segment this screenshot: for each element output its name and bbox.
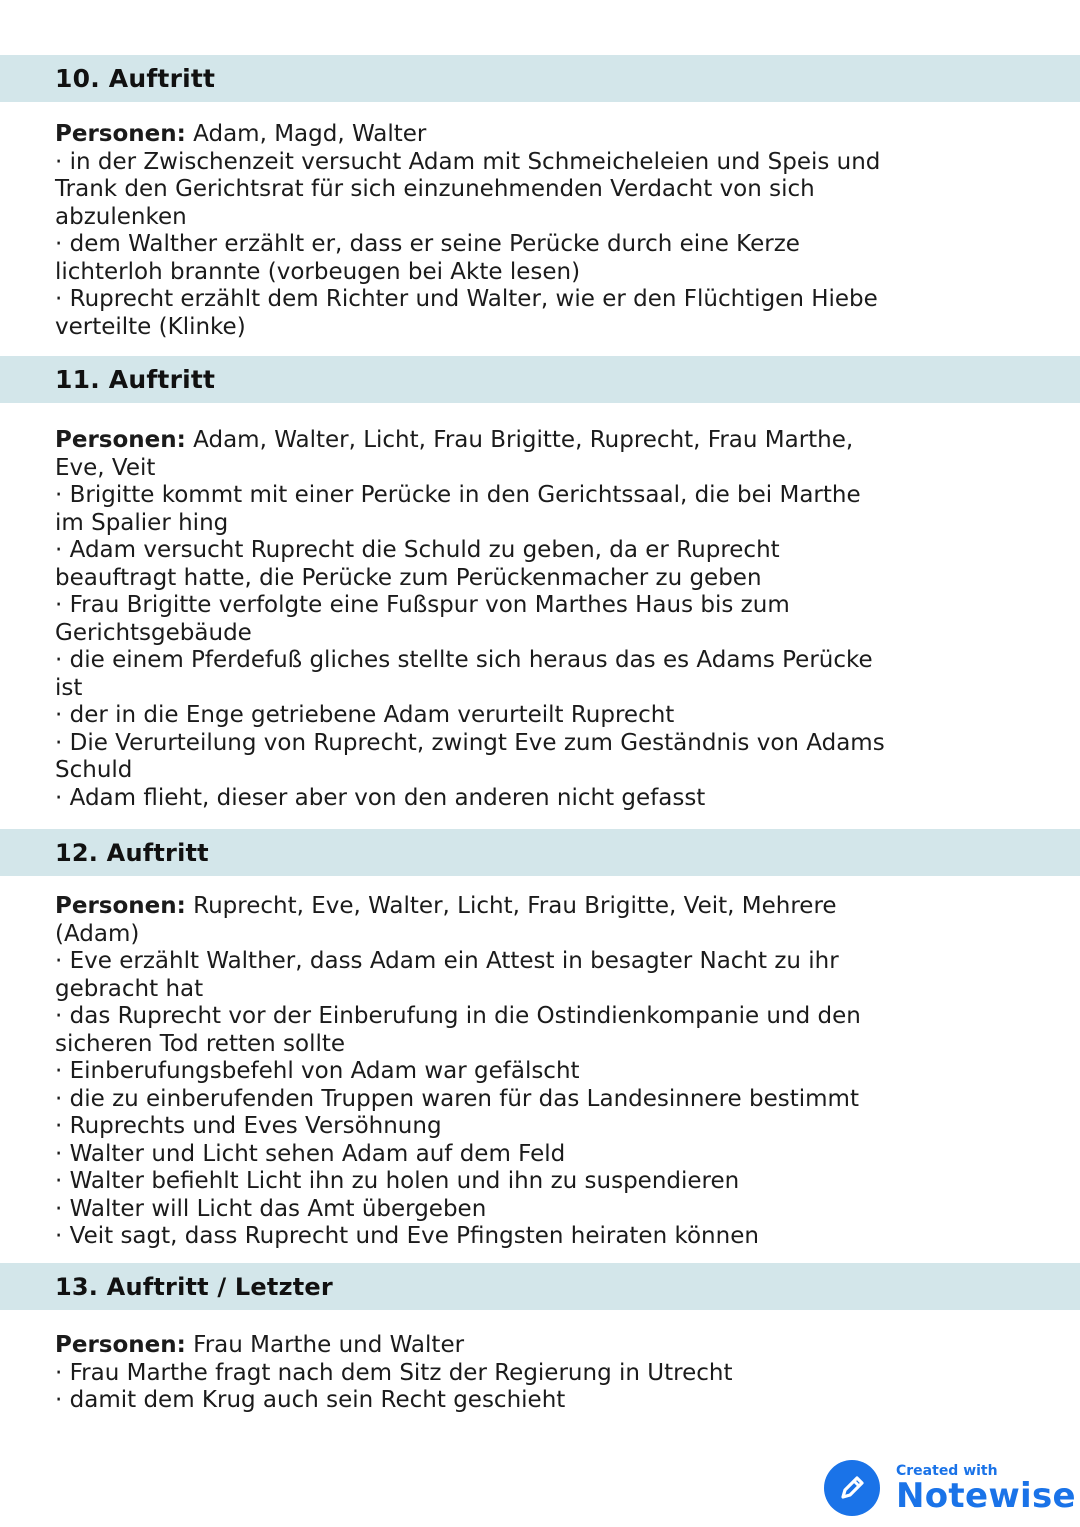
text-line: ist [55,674,83,701]
text-line: · das Ruprecht vor der Einberufung in die Ostindienkompanie und den [55,1003,861,1029]
text-line: · die zu einberufenden Truppen waren für das Landesinnere bestimmt [55,1085,859,1112]
persons-label: Personen: [55,121,186,147]
text-line: verteilte (Klinke) [55,313,246,340]
section-11 [0,356,1080,403]
persons-label: Personen: [55,1332,186,1358]
persons-list: Adam, Magd, Walter [185,121,427,147]
text-line: · der in die Enge getriebene Adam verurteilt Ruprecht [55,702,675,728]
section-10 [0,55,1080,102]
section-body [55,893,1015,1251]
text-line: Trank den Gerichtsrat für sich einzunehmenden Verdacht von sich [55,176,815,202]
text-line: · Brigitte kommt mit einer Perücke in den Gerichtssaal, die bei Marthe [55,482,861,508]
text-line: · Einberufungsbefehl von Adam war gefälscht [55,1058,580,1084]
section-body [55,121,1015,341]
section-13 [0,1263,1080,1310]
section-body [55,427,1015,812]
notewise-logo [824,1458,1076,1518]
text-line: abzulenken [55,203,187,230]
section-header [0,1263,1080,1310]
text-line: · Walter und Licht sehen Adam auf dem Feld [55,1140,566,1167]
logo-wordmark: Notewise [896,1476,1076,1516]
text-line: Schuld [55,757,133,783]
text-line: (Adam) [55,920,140,947]
text-line: · damit dem Krug auch sein Recht geschieht [55,1387,566,1413]
section-header [0,356,1080,403]
section-header [0,55,1080,102]
text-line: · die einem Pferdefuß gliches stellte sich heraus das es Adams Perücke [55,647,873,673]
text-line: · in der Zwischenzeit versucht Adam mit Schmeicheleien und Speis und [55,148,881,175]
text-line: · Walter befiehlt Licht ihn zu holen und ihn zu suspendieren [55,1168,740,1194]
section-header [0,829,1080,876]
text-line: · Die Verurteilung von Ruprecht, zwingt Eve zum Geständnis von Adams [55,729,885,756]
pencil-icon [824,1460,880,1516]
text-line: beauftragt hatte, die Perücke zum Perückenmacher zu geben [55,564,762,591]
text-line: · Adam flieht, dieser aber von den anderen nicht gefasst [55,784,706,811]
text-line: · Veit sagt, dass Ruprecht und Eve Pfingsten heiraten können [55,1223,759,1249]
text-line: Gerichtsgebäude [55,619,252,646]
section-title: 12. Auftritt [55,838,209,867]
text-line: sicheren Tod retten sollte [55,1030,346,1057]
persons-list: Ruprecht, Eve, Walter, Licht, Frau Brigitte, Veit, Mehrere [185,893,837,919]
text-line: · Ruprecht erzählt dem Richter und Walter, wie er den Flüchtigen Hiebe [55,286,878,312]
persons-label: Personen: [55,427,186,453]
logo-caption: Created with [896,1463,998,1479]
section-title: 10. Auftritt [55,64,216,93]
text-line: · dem Walther erzählt er, dass er seine Perücke durch eine Kerze [55,231,800,257]
text-line: · Walter will Licht das Amt übergeben [55,1195,487,1222]
section-12 [0,829,1080,876]
text-line: gebracht hat [55,975,204,1002]
text-line: · Adam versucht Ruprecht die Schuld zu geben, da er Ruprecht [55,537,780,563]
persons-list: Adam, Walter, Licht, Frau Brigitte, Ruprecht, Frau Marthe, [185,427,854,453]
section-title: 11. Auftritt [55,365,216,394]
text-line: · Frau Brigitte verfolgte eine Fußspur von Marthes Haus bis zum [55,592,790,618]
section-body [55,1332,1015,1415]
persons-label: Personen: [55,893,186,919]
text-line: im Spalier hing [55,509,229,536]
text-line: · Eve erzählt Walther, dass Adam ein Attest in besagter Nacht zu ihr [55,948,839,974]
persons-list: Frau Marthe und Walter [185,1332,465,1358]
text-line: · Ruprechts und Eves Versöhnung [55,1113,442,1139]
text-line: Eve, Veit [55,454,156,481]
section-title: 13. Auftritt / Letzter [55,1272,333,1301]
text-line: · Frau Marthe fragt nach dem Sitz der Regierung in Utrecht [55,1359,733,1386]
text-line: lichterloh brannte (vorbeugen bei Akte lesen) [55,258,581,285]
